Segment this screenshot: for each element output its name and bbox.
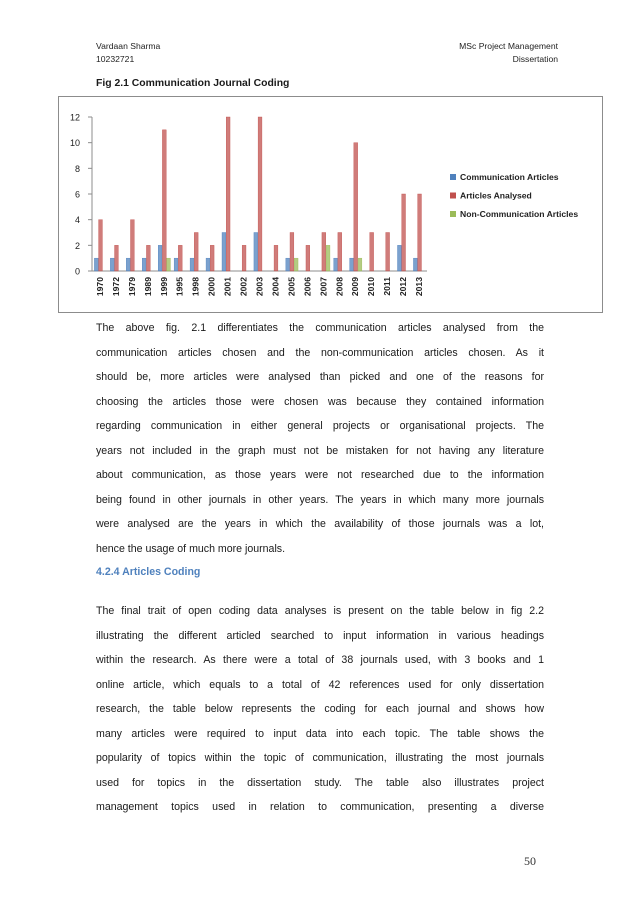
author-name: Vardaan Sharma — [96, 41, 161, 51]
text-line: communication articles chosen and the non-communication articles chosen. As it — [96, 346, 544, 359]
legend-swatch — [450, 211, 456, 217]
bar — [126, 258, 130, 271]
x-tick-label: 2001 — [222, 277, 233, 297]
x-tick-label: 1989 — [142, 277, 153, 297]
y-tick-label: 8 — [74, 163, 80, 174]
text-line: illustrating the different articled searched to input information in various headings — [96, 629, 544, 642]
bar — [334, 258, 338, 271]
x-tick-label: 2011 — [382, 277, 393, 296]
bar — [254, 233, 258, 272]
x-tick-label: 1998 — [190, 277, 201, 297]
x-tick-label: 2009 — [350, 277, 361, 297]
chart-frame — [58, 96, 603, 313]
paragraph-figure-description — [96, 316, 544, 561]
text-line: choosing the articles those were chosen was because they contained information — [96, 395, 544, 408]
x-tick-label: 2005 — [286, 277, 297, 297]
bar — [397, 245, 401, 271]
header-right — [459, 40, 558, 66]
bar — [286, 258, 290, 271]
bar — [294, 258, 298, 271]
x-tick-label: 2007 — [318, 277, 329, 297]
text-line: The above fig. 2.1 differentiates the communication articles analysed from the — [96, 322, 544, 334]
figure-caption: Fig 2.1 Communication Journal Coding — [96, 78, 290, 89]
text-line: online article, which equals to a total of 42 references used for only dissertation — [96, 678, 544, 691]
bar — [226, 117, 230, 271]
bar — [338, 233, 342, 272]
bar — [222, 233, 226, 272]
bar — [206, 258, 210, 271]
text-line: about communication, as those years were not researched due to the information — [96, 469, 544, 481]
bar — [178, 245, 182, 271]
y-tick-label: 10 — [69, 138, 80, 149]
x-tick-label: 2000 — [206, 277, 217, 297]
text-line: were analysed are the years in which the availability of those journals was a lot, — [96, 518, 544, 530]
bar — [142, 258, 146, 271]
bar — [158, 245, 162, 271]
text-line: years not included in the graph must not be mistaken for not having any literature — [96, 444, 544, 457]
x-tick-label: 2013 — [414, 277, 425, 297]
bar — [115, 245, 119, 271]
bar — [290, 233, 294, 272]
text-line: being found in other journals in other years. The years in which many more journals — [96, 493, 544, 506]
course-name: MSc Project Management — [459, 41, 558, 51]
x-tick-label: 1999 — [158, 277, 169, 297]
text-line: The final trait of open coding data analyses is present on the table below in fig 2.2 — [96, 605, 544, 617]
bar — [386, 233, 390, 272]
bar — [242, 245, 246, 271]
bar — [146, 245, 150, 271]
legend-swatch — [450, 174, 456, 180]
legend-label: Articles Analysed — [460, 190, 532, 201]
bar — [418, 194, 422, 271]
bar — [258, 117, 262, 271]
text-line: research, the table below represents the coding for each journal and shows how — [96, 703, 544, 715]
bar — [94, 258, 98, 271]
bar — [413, 258, 417, 271]
x-tick-label: 2003 — [254, 277, 265, 297]
bar — [162, 130, 166, 271]
bar — [194, 233, 198, 272]
bar — [306, 245, 310, 271]
bar — [174, 258, 178, 271]
x-tick-label: 1995 — [174, 277, 185, 297]
legend-label: Non-Communication Articles — [460, 209, 579, 219]
x-tick-label: 2008 — [334, 277, 345, 297]
y-tick-label: 0 — [74, 266, 80, 277]
y-tick-label: 4 — [74, 215, 80, 226]
bar — [274, 245, 278, 271]
bar — [167, 258, 171, 271]
text-line: hence the usage of much more journals. — [96, 542, 286, 555]
text-line: many articles were required to input data into each topic. The table shows the — [96, 727, 544, 740]
x-tick-label: 2006 — [302, 277, 313, 297]
text-line: regarding communication in either general projects or organisational projects. The — [96, 420, 544, 432]
x-tick-label: 2012 — [398, 277, 409, 297]
x-tick-label: 1979 — [126, 277, 137, 297]
x-tick-label: 1972 — [110, 277, 121, 297]
bar — [210, 245, 214, 271]
student-id: 10232721 — [96, 54, 135, 64]
bar — [322, 233, 326, 272]
paragraph-articles-coding — [96, 599, 544, 820]
section-heading: 4.2.4 Articles Coding — [96, 566, 201, 578]
legend-label: Communication Articles — [460, 172, 559, 182]
x-tick-label: 2004 — [270, 277, 281, 297]
text-line: popularity of topics within the topic of communication, illustrating the most journals — [96, 752, 544, 764]
document-type: Dissertation — [512, 54, 558, 64]
bar — [350, 258, 354, 271]
y-tick-label: 6 — [74, 189, 80, 200]
bar — [354, 143, 358, 271]
legend-swatch — [450, 193, 456, 199]
page-number: 50 — [524, 854, 536, 868]
text-line: within the research. As there were a total of 38 journals used, with 3 books and 1 — [96, 654, 544, 666]
header-left — [96, 40, 160, 66]
bar-chart — [59, 97, 602, 312]
bar — [402, 194, 406, 271]
bar — [370, 233, 374, 272]
text-line: should be, more articles were analysed than picked and one of the reasons for — [96, 371, 544, 383]
y-tick-label: 12 — [69, 112, 80, 123]
text-line: used for topics in the dissertation study. The table also illustrates project — [96, 776, 544, 789]
bar — [110, 258, 114, 271]
y-tick-label: 2 — [74, 240, 80, 251]
bar — [326, 245, 330, 271]
bar — [190, 258, 194, 271]
bar — [131, 220, 135, 271]
x-tick-label: 1970 — [94, 277, 105, 297]
x-tick-label: 2010 — [366, 277, 377, 297]
x-tick-label: 2002 — [238, 277, 249, 297]
text-line: management topics used in relation to communication, presenting a diverse — [96, 801, 544, 813]
bar — [358, 258, 362, 271]
bar — [99, 220, 103, 271]
